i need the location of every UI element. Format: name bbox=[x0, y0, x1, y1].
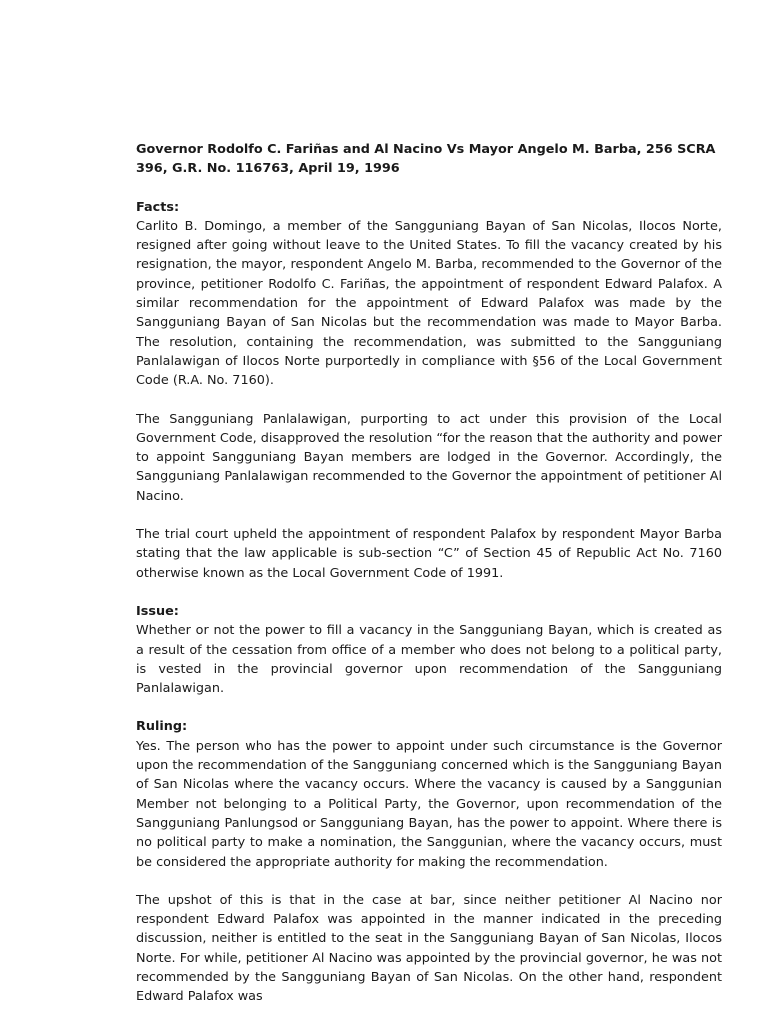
issue-heading: Issue: bbox=[136, 603, 179, 619]
spacer bbox=[136, 872, 722, 891]
spacer bbox=[136, 179, 722, 198]
document-body bbox=[136, 140, 722, 1007]
facts-paragraph-1: Carlito B. Domingo, a member of the Sangguniang Bayan of San Nicolas, Ilocos Norte, resigned after going without leave to the United States. To fill the vacancy created by his resignation, the mayor, respondent Angelo M. Barba, recommended to the Governor of the province, petitioner Rodolfo C. Fariñas, the appointment of respondent Edward Palafox. A similar recommendation for the appointment of Edward Palafox was made by the Sangguniang Bayan of San Nicolas but the recommendation was made to Mayor Barba. The resolution, containing the recommendation, was submitted to the Sangguniang Panlalawigan of Ilocos Norte purportedly in compliance with §56 of the Local Government Code (R.A. No. 7160). bbox=[136, 218, 722, 389]
issue-paragraph: Whether or not the power to fill a vacancy in the Sangguniang Bayan, which is created as a result of the cessation from office of a member who does not belong to a political party, is vested in the provincial governor upon recommendation of the Sangguniang Panlalawigan. bbox=[136, 623, 722, 697]
facts-paragraph-2: The Sangguniang Panlalawigan, purporting to act under this provision of the Local Government Code, disapproved the resolution “for the reason that the authority and power to appoint Sangguniang Bayan members are lodged in the Governor. Accordingly, the Sangguniang Panlalawigan recommended to the Governor the appointment of petitioner Al Nacino. bbox=[136, 411, 722, 504]
spacer bbox=[136, 583, 722, 602]
ruling-heading: Ruling: bbox=[136, 719, 188, 735]
case-title: Governor Rodolfo C. Fariñas and Al Nacino Vs Mayor Angelo M. Barba, 256 SCRA 396, G.R. No. 116763, April 19, 1996 bbox=[136, 142, 716, 177]
facts-heading: Facts: bbox=[136, 199, 180, 215]
spacer bbox=[136, 506, 722, 525]
spacer bbox=[136, 698, 722, 717]
facts-paragraph-3: The trial court upheld the appointment of respondent Palafox by respondent Mayor Barba stating that the law applicable is sub-section “C” of Section 45 of Republic Act No. 7160 otherwise known as the Local Government Code of 1991. bbox=[136, 527, 722, 581]
ruling-paragraph-2: The upshot of this is that in the case at bar, since neither petitioner Al Nacino nor respondent Edward Palafox was appointed in the manner indicated in the preceding discussion, neither is entitled to the seat in the Sangguniang Bayan of San Nicolas, Ilocos Norte. For while, petitioner Al Nacino was appointed by the provincial governor, he was not recommended by the Sangguniang Bayan of San Nicolas. On the other hand, respondent Edward Palafox was bbox=[136, 892, 722, 1005]
spacer bbox=[136, 391, 722, 410]
ruling-paragraph-1: Yes. The person who has the power to appoint under such circumstance is the Governor upon the recommendation of the Sangguniang concerned which is the Sangguniang Bayan of San Nicolas where the vacancy occurs. Where the vacancy is caused by a Sanggunian Member not belonging to a Political Party, the Governor, upon recommendation of the Sangguniang Panlungsod or Sangguniang Bayan, has the power to appoint. Where there is no political party to make a nomination, the Sanggunian, where the vacancy occurs, must be considered the appropriate authority for making the recommendation. bbox=[136, 738, 722, 870]
